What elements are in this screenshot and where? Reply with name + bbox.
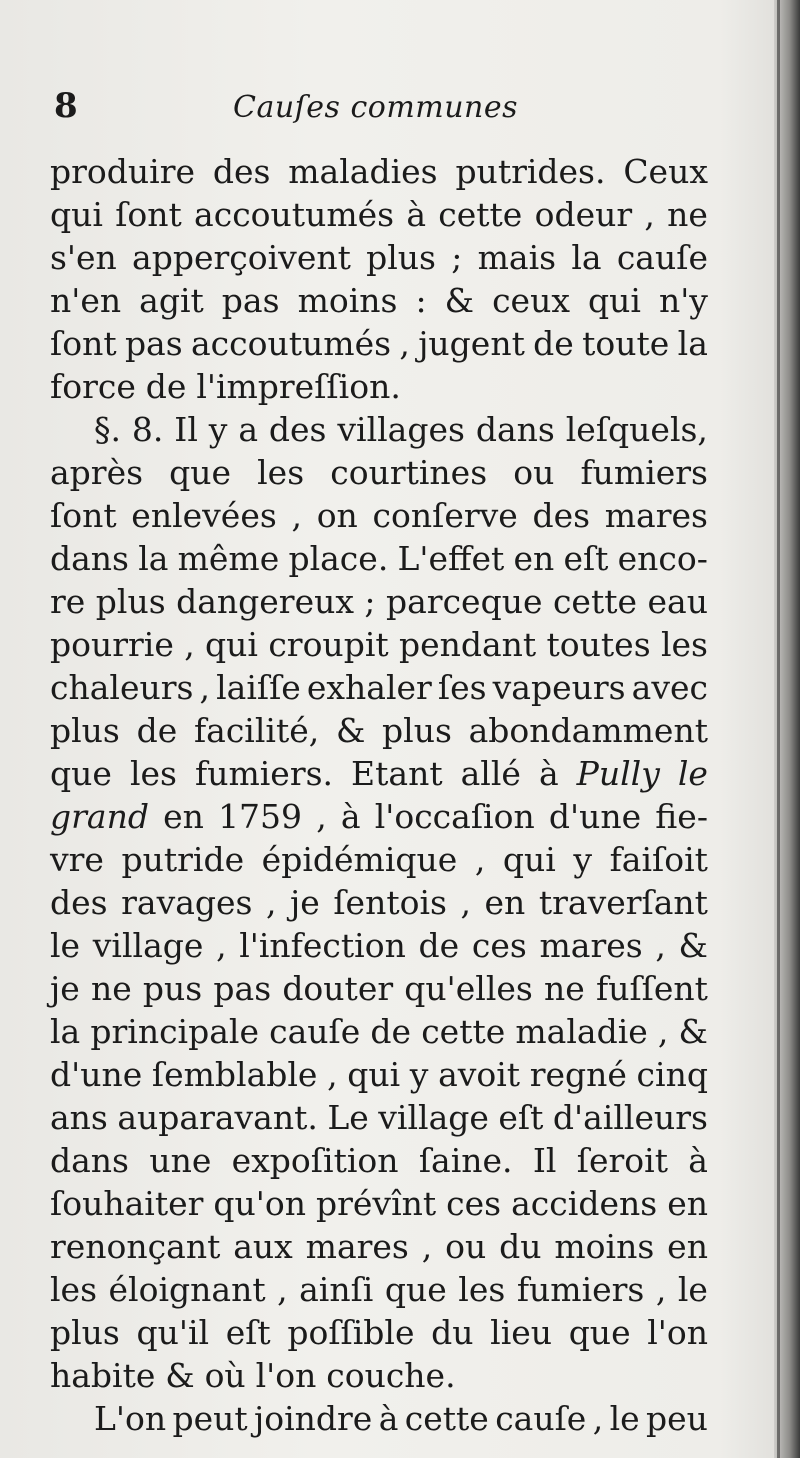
text-line: ſont enlevées , on conſerve des mares bbox=[50, 496, 708, 535]
text-line: dans la même place. L'effet en eſt enco- bbox=[50, 539, 708, 578]
text-line: plus de facilité, & plus abondamment bbox=[50, 711, 708, 750]
text-line: renonçant aux mares , ou du moins en bbox=[50, 1227, 708, 1266]
text-line: ſouhaiter qu'on prévînt ces accidens en bbox=[50, 1184, 708, 1223]
text-line: re plus dangereux ; parceque cette eau bbox=[50, 582, 708, 621]
text-line: je ne pus pas douter qu'elles ne fuſſent bbox=[50, 969, 708, 1008]
page-edge-line bbox=[777, 0, 780, 1458]
text-line: produire des maladies putrides. Ceux bbox=[50, 152, 708, 191]
text-line: L'on peut joindre à cette cauſe , le peu bbox=[94, 1399, 708, 1438]
text-line: plus qu'il eſt poſſible du lieu que l'on bbox=[50, 1313, 708, 1352]
text-line: ſont pas accoutumés , jugent de toute la bbox=[50, 324, 708, 363]
body-text bbox=[50, 150, 708, 1440]
text-line: §. 8. Il y a des villages dans leſquels, bbox=[94, 410, 708, 449]
text-line: qui ſont accoutumés à cette odeur , ne bbox=[50, 195, 708, 234]
text-line: des ravages , je ſentois , en traverſant bbox=[50, 883, 708, 922]
text-line: force de l'impreſſion. bbox=[50, 367, 401, 406]
text-line: chaleurs , laiſſe exhaler ſes vapeurs avec bbox=[50, 668, 708, 707]
text-line: grand en 1759 , à l'occaſion d'une fie- bbox=[50, 797, 708, 836]
text-line: le village , l'infection de ces mares , & bbox=[50, 926, 708, 965]
text-line: d'une ſemblable , qui y avoit regné cinq bbox=[50, 1055, 708, 1094]
text-line: les éloignant , ainſi que les fumiers , le bbox=[50, 1270, 708, 1309]
text-line: pourrie , qui croupit pendant toutes les bbox=[50, 625, 708, 664]
page-header bbox=[48, 86, 708, 136]
text-line: vre putride épidémique , qui y faiſoit bbox=[50, 840, 708, 879]
text-line: s'en apperçoivent plus ; mais la cauſe bbox=[50, 238, 708, 277]
text-line: dans une expoſition ſaine. Il ſeroit à bbox=[50, 1141, 708, 1180]
running-title: Cauſes communes bbox=[233, 90, 518, 125]
text-line: la principale cauſe de cette maladie , & bbox=[50, 1012, 708, 1051]
text-line: que les fumiers. Etant allé à Pully le bbox=[50, 754, 708, 793]
text-line: après que les courtines ou fumiers bbox=[50, 453, 708, 492]
page-number: 8 bbox=[54, 86, 78, 126]
text-line: ans auparavant. Le village eſt d'ailleurs bbox=[50, 1098, 708, 1137]
text-line: n'en agit pas moins : & ceux qui n'y bbox=[50, 281, 708, 320]
text-line: habite & où l'on couche. bbox=[50, 1356, 456, 1395]
